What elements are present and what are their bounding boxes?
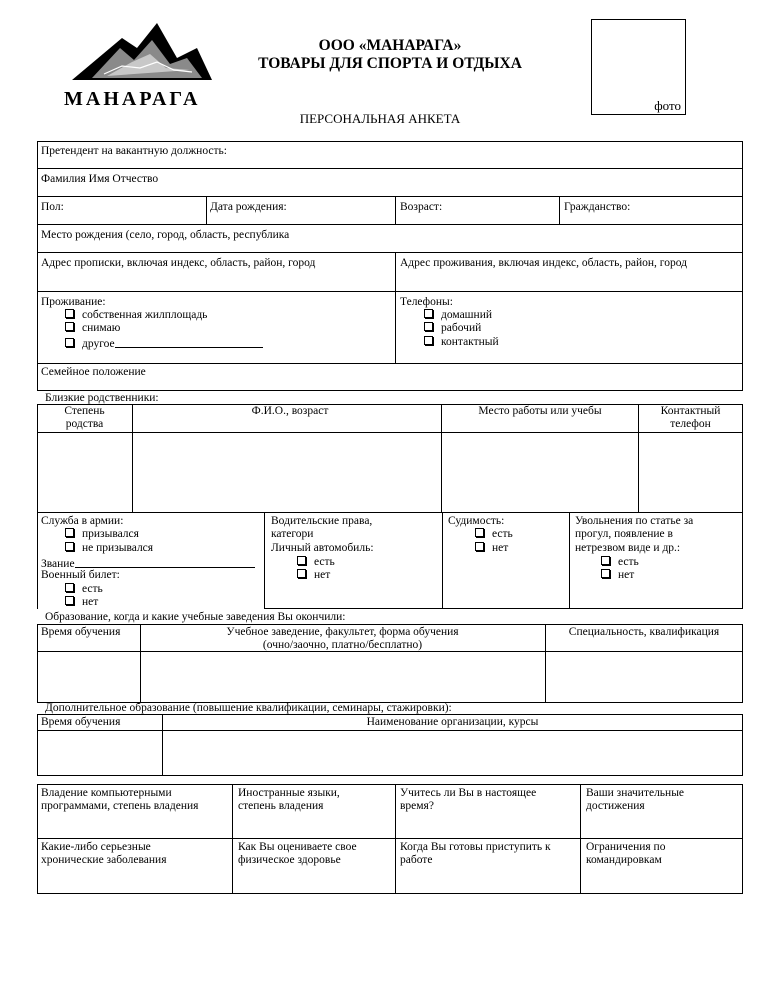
company-logo bbox=[62, 18, 227, 110]
ticket-option-yes[interactable]: есть bbox=[65, 583, 103, 596]
ticket-option-no[interactable]: нет bbox=[65, 596, 98, 609]
relatives-col-phone: Контактный телефон bbox=[660, 405, 721, 430]
dismissal-label-1: Увольнения по статье за bbox=[575, 515, 694, 527]
army-label: Служба в армии: bbox=[41, 515, 124, 527]
question-computer[interactable]: Владение компьютерными программами, степень владения bbox=[41, 787, 199, 812]
checkbox-icon[interactable] bbox=[65, 338, 74, 347]
checkbox-icon[interactable] bbox=[65, 583, 74, 592]
checkbox-icon[interactable] bbox=[424, 336, 433, 345]
position-field[interactable]: Претендент на вакантную должность: bbox=[41, 145, 227, 157]
checkbox-icon[interactable] bbox=[601, 569, 610, 578]
checkbox-icon[interactable] bbox=[297, 556, 306, 565]
checkbox-icon[interactable] bbox=[65, 596, 74, 605]
checkbox-icon[interactable] bbox=[65, 542, 74, 551]
phone-option-work[interactable]: рабочий bbox=[424, 322, 481, 335]
question-studying[interactable]: Учитесь ли Вы в настоящее время? bbox=[400, 787, 537, 812]
dismissal-option-yes[interactable]: есть bbox=[601, 556, 639, 569]
housing-option-rent[interactable]: снимаю bbox=[65, 322, 120, 335]
extra-col-time: Время обучения bbox=[41, 716, 121, 728]
company-name: ООО «МАНАРАГА» bbox=[318, 37, 462, 54]
housing-label: Проживание: bbox=[41, 296, 106, 308]
conviction-option-yes[interactable]: есть bbox=[475, 528, 513, 541]
question-languages[interactable]: Иностранные языки, степень владения bbox=[238, 787, 340, 812]
logo-text: МАНАРАГА bbox=[64, 88, 201, 110]
checkbox-icon[interactable] bbox=[601, 556, 610, 565]
rank-input-line[interactable] bbox=[75, 556, 255, 568]
car-option-no[interactable]: нет bbox=[297, 569, 330, 582]
question-health[interactable]: Как Вы оцениваете свое физическое здоровье bbox=[238, 841, 357, 866]
army-rank-field[interactable]: Звание bbox=[41, 556, 255, 571]
sex-field[interactable]: Пол: bbox=[41, 201, 64, 213]
photo-label: фото bbox=[654, 98, 681, 113]
phone-option-home[interactable]: домашний bbox=[424, 309, 492, 322]
question-start-date[interactable]: Когда Вы готовы приступить к работе bbox=[400, 841, 551, 866]
relatives-col-degree: Степень родства bbox=[64, 405, 105, 430]
live-address-field[interactable]: Адрес проживания, включая индекс, область, район, город bbox=[400, 257, 688, 269]
form-title: ПЕРСОНАЛЬНАЯ АНКЕТА bbox=[299, 111, 461, 126]
other-input-line[interactable] bbox=[115, 336, 263, 348]
question-diseases[interactable]: Какие-либо серьезные хронические заболевания bbox=[41, 841, 167, 866]
photo-box bbox=[591, 19, 686, 115]
checkbox-icon[interactable] bbox=[424, 309, 433, 318]
education-title: Образование, когда и какие учебные заведения Вы окончили: bbox=[45, 611, 346, 623]
checkbox-icon[interactable] bbox=[65, 528, 74, 537]
question-travel-limits[interactable]: Ограничения по командировкам bbox=[586, 841, 666, 866]
marital-field[interactable]: Семейное положение bbox=[41, 366, 146, 378]
license-label: Водительские права, bbox=[271, 515, 373, 527]
dismissal-label-3: нетрезвом виде и др.: bbox=[575, 542, 681, 554]
education-col-time: Время обучения bbox=[41, 626, 121, 638]
housing-option-other[interactable]: другое bbox=[65, 336, 263, 351]
military-ticket-label: Военный билет: bbox=[41, 569, 120, 581]
birthplace-field[interactable]: Место рождения (село, город, область, республика bbox=[41, 229, 290, 241]
checkbox-icon[interactable] bbox=[297, 569, 306, 578]
housing-option-own[interactable]: собственная жилплощадь bbox=[65, 309, 207, 322]
relatives-col-name: Ф.И.О., возраст bbox=[251, 405, 329, 417]
license-category[interactable]: категори bbox=[271, 528, 314, 540]
dismissal-option-no[interactable]: нет bbox=[601, 569, 634, 582]
education-col-institution: Учебное заведение, факультет, форма обучения (очно/заочно, платно/бесплатно) bbox=[226, 626, 459, 651]
conviction-option-no[interactable]: нет bbox=[475, 542, 508, 555]
age-field[interactable]: Возраст: bbox=[400, 201, 443, 213]
conviction-label: Судимость: bbox=[448, 515, 505, 527]
relatives-title: Близкие родственники: bbox=[45, 392, 159, 404]
dismissal-label-2: прогул, появление в bbox=[575, 528, 673, 540]
phones-label: Телефоны: bbox=[400, 296, 453, 308]
extra-col-org: Наименование организации, курсы bbox=[366, 716, 539, 728]
relatives-col-work: Место работы или учебы bbox=[478, 405, 602, 417]
education-col-specialty: Специальность, квалификация bbox=[568, 626, 720, 638]
reg-address-field[interactable]: Адрес прописки, включая индекс, область, район, город bbox=[41, 257, 316, 269]
company-subtitle: ТОВАРЫ ДЛЯ СПОРТА И ОТДЫХА bbox=[258, 55, 522, 72]
car-option-yes[interactable]: есть bbox=[297, 556, 335, 569]
checkbox-icon[interactable] bbox=[475, 542, 484, 551]
checkbox-icon[interactable] bbox=[65, 322, 74, 331]
citizenship-field[interactable]: Гражданство: bbox=[564, 201, 631, 213]
checkbox-icon[interactable] bbox=[65, 309, 74, 318]
birthdate-field[interactable]: Дата рождения: bbox=[210, 201, 287, 213]
army-option-served[interactable]: призывался bbox=[65, 528, 139, 541]
fullname-field[interactable]: Фамилия Имя Отчество bbox=[41, 173, 159, 185]
checkbox-icon[interactable] bbox=[475, 528, 484, 537]
car-label: Личный автомобиль: bbox=[271, 542, 374, 554]
phone-option-contact[interactable]: контактный bbox=[424, 336, 499, 349]
checkbox-icon[interactable] bbox=[424, 322, 433, 331]
extra-education-title: Дополнительное образование (повышение квалификации, семинары, стажировки): bbox=[45, 702, 452, 714]
question-achievements[interactable]: Ваши значительные достижения bbox=[586, 787, 685, 812]
army-option-not-served[interactable]: не призывался bbox=[65, 542, 153, 555]
